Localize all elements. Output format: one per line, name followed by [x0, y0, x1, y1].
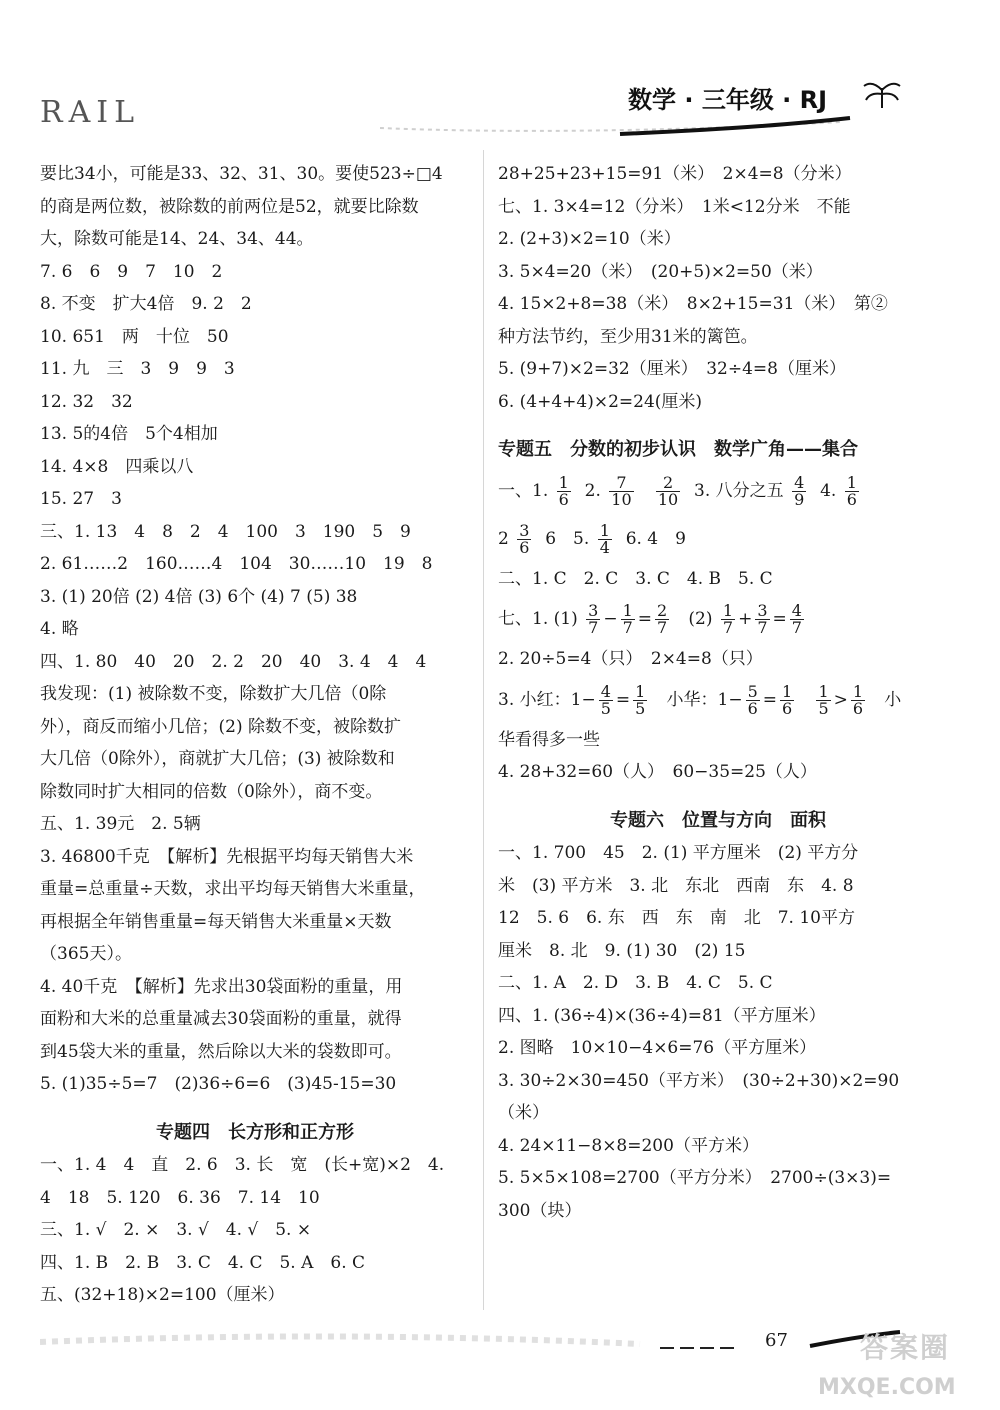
text-line: 3. (1) 20倍 (2) 4倍 (3) 6个 (4) 7 (5) 38: [40, 586, 358, 607]
fraction: $\frac{4}{9}$: [794, 472, 805, 509]
footer-swoosh-decoration: [40, 1322, 960, 1382]
fraction: $\frac{1}{6}$: [846, 472, 857, 509]
fraction-line: 七、1. (1) $\frac{3}{7}$ − $\frac{1}{7}$ = $\frac{2}{7}$ (2) $\frac{1}{7}$ + $\frac{3}{7}$ = $\frac{4}{7}$: [498, 601, 802, 637]
text-line: 4. 24×11−8×8=200（平方米）: [498, 1135, 759, 1156]
text-line: 五、(32+18)×2=100（厘米）: [40, 1285, 285, 1305]
text-line: （365天）。: [40, 944, 132, 964]
text-line: 再根据全年销售重量=每天销售大米重量×天数: [40, 911, 392, 932]
text-line: 6. (4+4+4)×2=24(厘米): [498, 391, 703, 412]
fraction: $\frac{1}{7}$: [722, 601, 734, 637]
fraction-line: 2 $\frac{3}{6}$ 6 5. $\frac{1}{4}$ 6. 4 9: [498, 520, 686, 557]
text-line: 8. 不变 扩大4倍 9. 2 2: [40, 294, 252, 314]
text-line: 2. (2+3)×2=10（米）: [498, 229, 681, 249]
fraction: $\frac{3}{7}$: [757, 601, 768, 637]
page-number: 67: [765, 1330, 788, 1351]
text-line: 4 18 5. 120 6. 36 7. 14 10: [40, 1187, 320, 1208]
text-line: 三、1. √ 2. × 3. √ 4. √ 5. ×: [40, 1220, 312, 1240]
text-line: 3. 5×4=20（米） (20+5)×2=50（米）: [498, 261, 823, 282]
text-line: 10. 651 两 十位 50: [40, 326, 229, 347]
fraction: $\frac{1}{7}$: [622, 601, 633, 637]
text-line: 12 5. 6 6. 东 西 东 南 北 7. 10平方: [498, 908, 855, 928]
fraction: $\frac{4}{5}$: [600, 681, 611, 718]
text-line: 300（块）: [498, 1200, 582, 1221]
publisher-logo: RAIL: [40, 95, 141, 130]
text-line: 种方法节约，至少用31米的篱笆。: [498, 326, 758, 347]
text-line: 米 (3) 平方米 3. 北 东北 西南 东 4. 8: [498, 875, 854, 896]
text-line: 厘米 8. 北 9. (1) 30 (2) 15: [498, 940, 746, 961]
text-line: 四、1. (36÷4)×(36÷4)=81（平方厘米）: [498, 1005, 826, 1026]
fraction: $\frac{1}{4}$: [599, 520, 610, 557]
text-line: 4. 28+32=60（人） 60−35=25（人）: [498, 762, 817, 782]
text-line: 12. 32 32: [40, 391, 133, 412]
section-heading: 专题四 长方形和正方形: [156, 1121, 354, 1143]
text-line: 5. (1)35÷5=7 (2)36÷6=6 (3)45-15=30: [40, 1074, 397, 1094]
column-divider: [483, 150, 484, 1310]
text-line: 二、1. A 2. D 3. B 4. C 5. C: [498, 973, 773, 993]
text-line: 2. 61……2 160……4 104 30……10 19 8: [40, 554, 433, 574]
watermark-url: MXQE.COM: [818, 1375, 956, 1400]
text-line: 一、1. 4 4 直 2. 6 3. 长 宽 (长+宽)×2 4.: [40, 1155, 445, 1175]
text-line: 要比34小，可能是33、32、31、30。要使523÷□4: [40, 164, 443, 184]
text-line: 外），商反而缩小几倍；(2) 除数不变，被除数扩: [40, 716, 401, 737]
watermark-logo: 答案圈: [860, 1331, 951, 1364]
fraction: $\frac{2}{10}$: [657, 472, 679, 509]
text-line: 2. 图略 10×10−4×6=76（平方厘米）: [498, 1038, 817, 1058]
text-line: 四、1. B 2. B 3. C 4. C 5. A 6. C: [40, 1252, 366, 1273]
text-line: 14. 4×8 四乘以八: [40, 456, 194, 477]
text-line: 一、1. 700 45 2. (1) 平方厘米 (2) 平方分: [498, 843, 859, 863]
text-line: 华看得多一些: [498, 729, 600, 750]
text-line: 4. 40千克 【解析】先求出30袋面粉的重量，用: [40, 976, 403, 997]
text-line: 我发现：(1) 被除数不变，除数扩大几倍（0除: [40, 684, 387, 704]
text-line: 28+25+23+15=91（米） 2×4=8（分米）: [498, 164, 852, 184]
fraction: $\frac{1}{6}$: [782, 681, 793, 718]
text-line: 到45袋大米的重量，然后除以大米的袋数即可。: [40, 1041, 402, 1062]
text-line: 大几倍（0除外），商就扩大几倍；(3) 被除数和: [40, 749, 395, 769]
text-line: 二、1. C 2. C 3. C 4. B 5. C: [498, 568, 773, 589]
right-column: [498, 158, 938, 1227]
fraction: $\frac{2}{7}$: [657, 601, 668, 637]
text-line: 除数同时扩大相同的倍数（0除外），商不变。: [40, 781, 383, 802]
fraction: $\frac{1}{6}$: [558, 472, 569, 509]
text-line: 3. 30÷2×30=450（平方米） (30÷2+30)×2=90: [498, 1070, 900, 1091]
text-line: 4. 15×2+8=38（米） 8×2+15=31（米） 第②: [498, 294, 888, 314]
left-column: [40, 158, 470, 1312]
fraction: $\frac{1}{6}$: [852, 681, 864, 718]
text-line: 四、1. 80 40 20 2. 2 20 40 3. 4 4 4: [40, 651, 427, 672]
fraction: $\frac{3}{6}$: [519, 520, 530, 557]
text-line: 3. 46800千克 【解析】先根据平均每天销售大米: [40, 846, 414, 867]
text-line: 大，除数可能是14、24、34、44。: [40, 229, 314, 249]
text-line: 11. 九 三 3 9 9 3: [40, 359, 235, 379]
fraction: $\frac{1}{5}$: [635, 681, 646, 718]
text-line: 三、1. 13 4 8 2 4 100 3 190 5 9: [40, 521, 411, 542]
book-title: 数学 · 三年级 · RJ: [628, 86, 828, 114]
text-line: 2. 20÷5=4（只） 2×4=8（只）: [498, 649, 763, 669]
text-line: 4. 略: [40, 619, 79, 639]
text-line: （米）: [498, 1103, 549, 1123]
text-line: 七、1. 3×4=12（分米） 1米<12分米 不能: [498, 196, 851, 217]
text-line: 面粉和大米的总重量减去30袋面粉的重量，就得: [40, 1009, 402, 1029]
text-line: 5. 5×5×108=2700（平方分米） 2700÷(3×3)=: [498, 1168, 892, 1188]
fraction: $\frac{5}{6}$: [747, 681, 758, 718]
fraction: $\frac{1}{5}$: [818, 681, 829, 718]
section-heading: 专题五 分数的初步认识 数学广角——集合: [498, 439, 858, 460]
text-line: 15. 27 3: [40, 489, 122, 509]
fraction: $\frac{7}{10}$: [611, 472, 632, 509]
text-line: 5. (9+7)×2=32（厘米） 32÷4=8（厘米）: [498, 359, 846, 379]
text-line: 的商是两位数，被除数的前两位是52，就要比除数: [40, 196, 419, 217]
text-line: 重量=总重量÷天数，求出平均每天销售大米重量，: [40, 879, 426, 899]
fraction: $\frac{4}{7}$: [791, 601, 802, 637]
fraction: $\frac{3}{7}$: [588, 601, 599, 637]
fraction-line: 一、1. $\frac{1}{6}$ 2. $\frac{7}{10}$ $\frac{2}{10}$ 3. 八分之五 $\frac{4}{9}$ 4. $\frac{1}{6}$: [498, 472, 857, 509]
fraction-line: 3. 小红：1− $\frac{4}{5}$ = $\frac{1}{5}$ 小华：1− $\frac{5}{6}$ = $\frac{1}{6}$ $\frac{1}{5}$ > $\frac{1}{6}$ 小: [498, 681, 902, 718]
leaf-icon: [862, 78, 902, 114]
text-line: 7. 6 6 9 7 10 2: [40, 261, 223, 282]
text-line: 五、1. 39元 2. 5辆: [40, 814, 201, 834]
section-heading: 专题六 位置与方向 面积: [610, 809, 826, 831]
text-line: 13. 5的4倍 5个4相加: [40, 424, 218, 444]
